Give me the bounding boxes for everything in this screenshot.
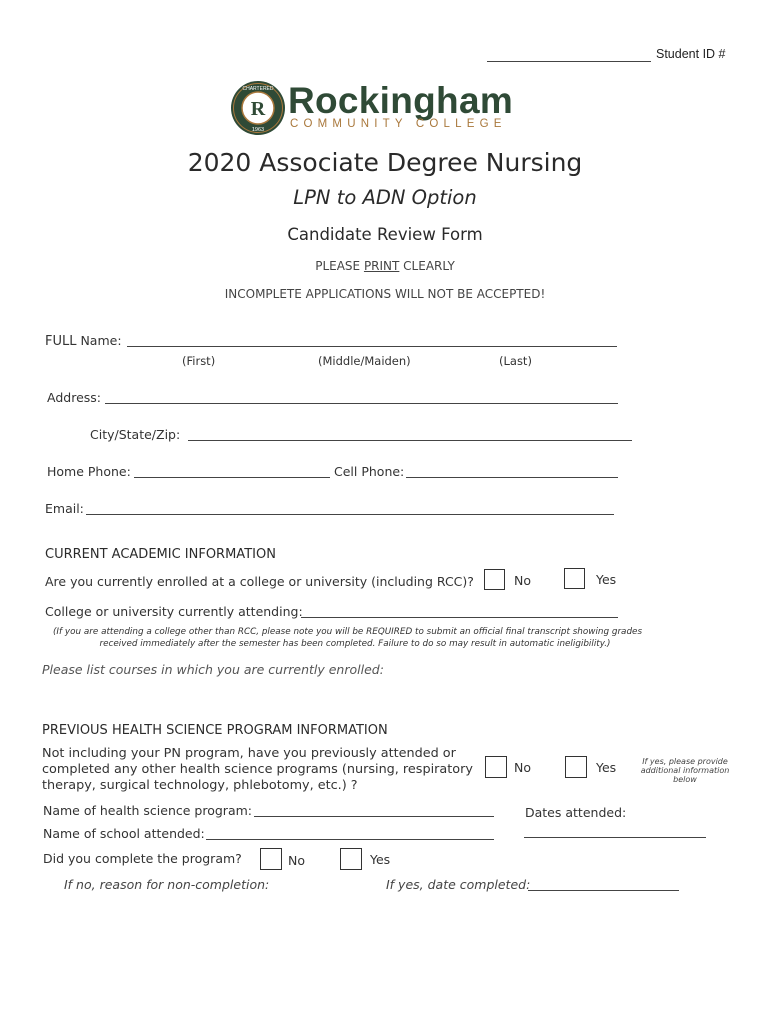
previous-yes-checkbox[interactable] <box>565 756 587 778</box>
completed-no-label: No <box>288 853 305 868</box>
form-name: Candidate Review Form <box>287 225 483 244</box>
enrolled-no-label: No <box>514 573 531 588</box>
form-subtitle: LPN to ADN Option <box>293 186 477 209</box>
college-subtitle: COMMUNITY COLLEGE <box>290 118 507 130</box>
email-label: Email: <box>45 501 84 516</box>
cell-phone-label: Cell Phone: <box>334 464 405 479</box>
enrolled-no-checkbox[interactable] <box>484 569 505 590</box>
student-id-label: Student ID # <box>656 47 726 61</box>
completed-yes-label: Yes <box>370 852 391 867</box>
transcript-notice-line2: received immediately after the semester has been completed. Failure to do so may result in automatic ineligibility.) <box>99 639 611 649</box>
college-name: Rockingham <box>288 80 514 121</box>
enrolled-yes-label: Yes <box>596 572 617 587</box>
completed-no-checkbox[interactable] <box>260 848 282 870</box>
yes-provide-info-note: If yes, please provide additional information below <box>640 757 730 784</box>
date-completed-field[interactable] <box>528 890 679 891</box>
list-courses-label: Please list courses in which you are currently enrolled: <box>42 662 384 677</box>
seal-top-text: CHARTERED <box>242 86 274 92</box>
address-label: Address: <box>47 390 101 405</box>
completed-question: Did you complete the program? <box>43 851 242 866</box>
previous-no-label: No <box>514 760 531 775</box>
attending-field[interactable] <box>301 617 618 618</box>
seal-letter: R <box>250 98 266 120</box>
middle-name-caption: (Middle/Maiden) <box>318 354 411 368</box>
home-phone-label: Home Phone: <box>47 464 131 479</box>
academic-section-heading: CURRENT ACADEMIC INFORMATION <box>45 547 276 562</box>
previous-question-line2: completed any other health science programs (nursing, respiratory <box>42 762 473 777</box>
noncompletion-reason-label: If no, reason for non-completion: <box>64 877 270 892</box>
previous-yes-label: Yes <box>596 760 617 775</box>
city-state-zip-label: City/State/Zip: <box>90 427 181 442</box>
full-name-field[interactable] <box>127 346 617 347</box>
program-name-field[interactable] <box>254 816 494 817</box>
last-name-caption: (Last) <box>499 354 532 368</box>
previous-question-line1: Not including your PN program, have you previously attended or <box>42 746 456 761</box>
email-field[interactable] <box>86 514 614 515</box>
previous-no-checkbox[interactable] <box>485 756 507 778</box>
previous-section-heading: PREVIOUS HEALTH SCIENCE PROGRAM INFORMATION <box>42 723 388 738</box>
dates-attended-field[interactable] <box>524 837 706 838</box>
date-completed-label: If yes, date completed: <box>386 877 531 892</box>
completed-yes-checkbox[interactable] <box>340 848 362 870</box>
address-field[interactable] <box>105 403 618 404</box>
enrolled-question: Are you currently enrolled at a college or university (including RCC)? <box>45 574 474 589</box>
incomplete-applications-note: INCOMPLETE APPLICATIONS WILL NOT BE ACCEPTED! <box>224 287 546 301</box>
previous-question-line3: therapy, surgical technology, phlebotomy, etc.) ? <box>42 778 358 793</box>
college-seal-logo <box>230 80 286 136</box>
form-title: 2020 Associate Degree Nursing <box>187 148 583 177</box>
seal-year: 1963 <box>251 127 265 133</box>
city-state-zip-field[interactable] <box>188 440 632 441</box>
full-name-label: FULL Name: <box>45 333 122 349</box>
first-name-caption: (First) <box>182 354 216 368</box>
student-id-field[interactable] <box>487 61 651 62</box>
dates-attended-label: Dates attended: <box>525 805 627 820</box>
attending-label: College or university currently attending: <box>45 604 303 619</box>
school-name-label: Name of school attended: <box>43 826 205 841</box>
school-name-field[interactable] <box>206 839 494 840</box>
cell-phone-field[interactable] <box>406 477 618 478</box>
print-clearly-note: PLEASE PRINT CLEARLY <box>315 259 455 273</box>
program-name-label: Name of health science program: <box>43 803 252 818</box>
home-phone-field[interactable] <box>134 477 330 478</box>
transcript-notice-line1: (If you are attending a college other than RCC, please note you will be REQUIRED to submit an official final transcript showing grades <box>52 627 643 637</box>
enrolled-yes-checkbox[interactable] <box>564 568 585 589</box>
